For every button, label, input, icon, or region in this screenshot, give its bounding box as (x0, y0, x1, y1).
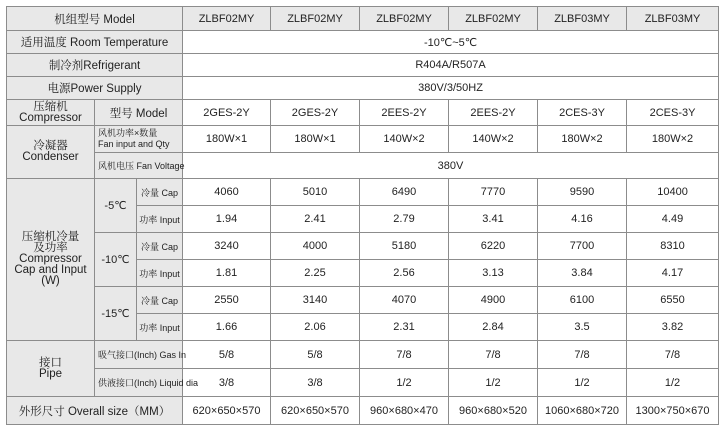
compressor-model-value: 2CES-3Y (627, 100, 719, 126)
input-value: 2.56 (360, 260, 449, 287)
cap-label: 冷量 Cap (137, 287, 183, 314)
cap-value: 4900 (449, 287, 538, 314)
gas-in-label: 吸气接口(Inch) Gas In (95, 341, 183, 369)
input-value: 3.13 (449, 260, 538, 287)
label-line: (W) (41, 275, 60, 287)
gas-in-value: 5/8 (183, 341, 271, 369)
input-value: 2.41 (271, 206, 360, 233)
cap-value: 10400 (627, 179, 719, 206)
gas-in-value: 7/8 (627, 341, 719, 369)
input-value: 3.82 (627, 314, 719, 341)
overall-size-value: 620×650×570 (183, 397, 271, 425)
label-line: Compressor (19, 253, 82, 265)
compressor-row (7, 100, 719, 126)
compressor-model-label: 型号 Model (95, 100, 183, 126)
input-value: 2.31 (360, 314, 449, 341)
cap-value: 5180 (360, 233, 449, 260)
cap-value: 4000 (271, 233, 360, 260)
liquid-dia-value: 3/8 (271, 369, 360, 397)
overall-size-label: 外形尺寸 Overall size（MM） (7, 397, 183, 425)
model-name: ZLBF02MY (183, 7, 271, 31)
fan-voltage-value: 380V (183, 153, 719, 179)
label-line: Fan input and Qty (98, 139, 170, 149)
liquid-dia-value: 3/8 (183, 369, 271, 397)
pipe-liquid-row (7, 369, 719, 397)
refrigerant-label: 制冷剂Refrigerant (7, 54, 183, 77)
input-value: 1.66 (183, 314, 271, 341)
cap-value: 6550 (627, 287, 719, 314)
model-name: ZLBF02MY (271, 7, 360, 31)
cap-value: 7700 (538, 233, 627, 260)
input-value: 1.81 (183, 260, 271, 287)
capacity-label (7, 179, 95, 341)
label-line: 压缩机冷量 (21, 231, 80, 243)
cap-value: 8310 (627, 233, 719, 260)
input-value: 4.16 (538, 206, 627, 233)
condenser-label (7, 126, 95, 179)
overall-size-value: 960×680×520 (449, 397, 538, 425)
cap-value: 9590 (538, 179, 627, 206)
model-name: ZLBF03MY (627, 7, 719, 31)
fan-power-label (95, 126, 183, 153)
power-supply-label: 电源Power Supply (7, 77, 183, 100)
condenser-fan-power-row (7, 126, 719, 153)
input-value: 2.06 (271, 314, 360, 341)
input-label: 功率 Input (137, 314, 183, 341)
fan-power-value: 140W×2 (449, 126, 538, 153)
gas-in-value: 7/8 (449, 341, 538, 369)
pipe-gas-row (7, 341, 719, 369)
gas-in-value: 7/8 (538, 341, 627, 369)
overall-size-value: 1300×750×670 (627, 397, 719, 425)
compressor-model-value: 2EES-2Y (449, 100, 538, 126)
refrigerant-row (7, 54, 719, 77)
label-line: 接口 (39, 356, 62, 369)
gas-in-value: 7/8 (360, 341, 449, 369)
overall-size-value: 960×680×470 (360, 397, 449, 425)
liquid-dia-value: 1/2 (449, 369, 538, 397)
cap-value: 3240 (183, 233, 271, 260)
liquid-dia-value: 1/2 (627, 369, 719, 397)
header-row (7, 7, 719, 31)
input-value: 4.49 (627, 206, 719, 233)
gas-in-value: 5/8 (271, 341, 360, 369)
refrigerant-value: R404A/R507A (183, 54, 719, 77)
input-value: 3.41 (449, 206, 538, 233)
capacity-cap-row (7, 233, 719, 260)
input-label: 功率 Input (137, 206, 183, 233)
fan-power-value: 180W×1 (183, 126, 271, 153)
evaporating-temperature: -5℃ (95, 179, 137, 233)
cap-value: 3140 (271, 287, 360, 314)
input-value: 2.25 (271, 260, 360, 287)
compressor-model-value: 2EES-2Y (360, 100, 449, 126)
cap-value: 4060 (183, 179, 271, 206)
input-value: 4.17 (627, 260, 719, 287)
cap-value: 4070 (360, 287, 449, 314)
cap-value: 6220 (449, 233, 538, 260)
compressor-label (7, 100, 95, 126)
label-line: Cap and Input (14, 264, 87, 276)
cap-value: 2550 (183, 287, 271, 314)
input-value: 2.84 (449, 314, 538, 341)
label-line: Compressor (19, 111, 82, 124)
pipe-label (7, 341, 95, 397)
evaporating-temperature: -10℃ (95, 233, 137, 287)
room-temperature-label: 适用温度 Room Temperature (7, 31, 183, 54)
fan-voltage-label: 风机电压 Fan Voltage (95, 153, 183, 179)
compressor-model-value: 2GES-2Y (183, 100, 271, 126)
input-value: 2.79 (360, 206, 449, 233)
label-line: 冷凝器 (33, 140, 68, 152)
input-value: 1.94 (183, 206, 271, 233)
input-value: 3.84 (538, 260, 627, 287)
cap-value: 6490 (360, 179, 449, 206)
cap-label: 冷量 Cap (137, 233, 183, 260)
capacity-cap-row (7, 287, 719, 314)
fan-power-value: 180W×2 (627, 126, 719, 153)
condenser-fan-voltage-row (7, 153, 719, 179)
label-line: Pipe (38, 367, 63, 380)
compressor-model-value: 2CES-3Y (538, 100, 627, 126)
power-supply-row (7, 77, 719, 100)
label-line: 压缩机 (33, 100, 68, 113)
model-name: ZLBF02MY (449, 7, 538, 31)
label-line: 风机功率×数量 (98, 128, 158, 138)
overall-size-value: 1060×680×720 (538, 397, 627, 425)
liquid-dia-value: 1/2 (538, 369, 627, 397)
room-temperature-value: -10℃~5℃ (183, 31, 719, 54)
label-line: Condenser (22, 151, 79, 163)
model-label: 机组型号 Model (7, 7, 183, 31)
compressor-model-value: 2GES-2Y (271, 100, 360, 126)
power-supply-value: 380V/3/50HZ (183, 77, 719, 100)
cap-value: 6100 (538, 287, 627, 314)
liquid-dia-value: 1/2 (360, 369, 449, 397)
label-line: 及功率 (33, 242, 68, 254)
overall-size-row (7, 397, 719, 425)
liquid-dia-label: 供液接口(Inch) Liquid dia (95, 369, 183, 397)
input-value: 3.5 (538, 314, 627, 341)
evaporating-temperature: -15℃ (95, 287, 137, 341)
model-name: ZLBF03MY (538, 7, 627, 31)
cap-value: 7770 (449, 179, 538, 206)
cap-value: 5010 (271, 179, 360, 206)
fan-power-value: 180W×2 (538, 126, 627, 153)
overall-size-value: 620×650×570 (271, 397, 360, 425)
spec-table (6, 6, 719, 425)
fan-power-value: 140W×2 (360, 126, 449, 153)
fan-power-value: 180W×1 (271, 126, 360, 153)
cap-label: 冷量 Cap (137, 179, 183, 206)
room-temperature-row (7, 31, 719, 54)
input-label: 功率 Input (137, 260, 183, 287)
capacity-cap-row (7, 179, 719, 206)
model-name: ZLBF02MY (360, 7, 449, 31)
